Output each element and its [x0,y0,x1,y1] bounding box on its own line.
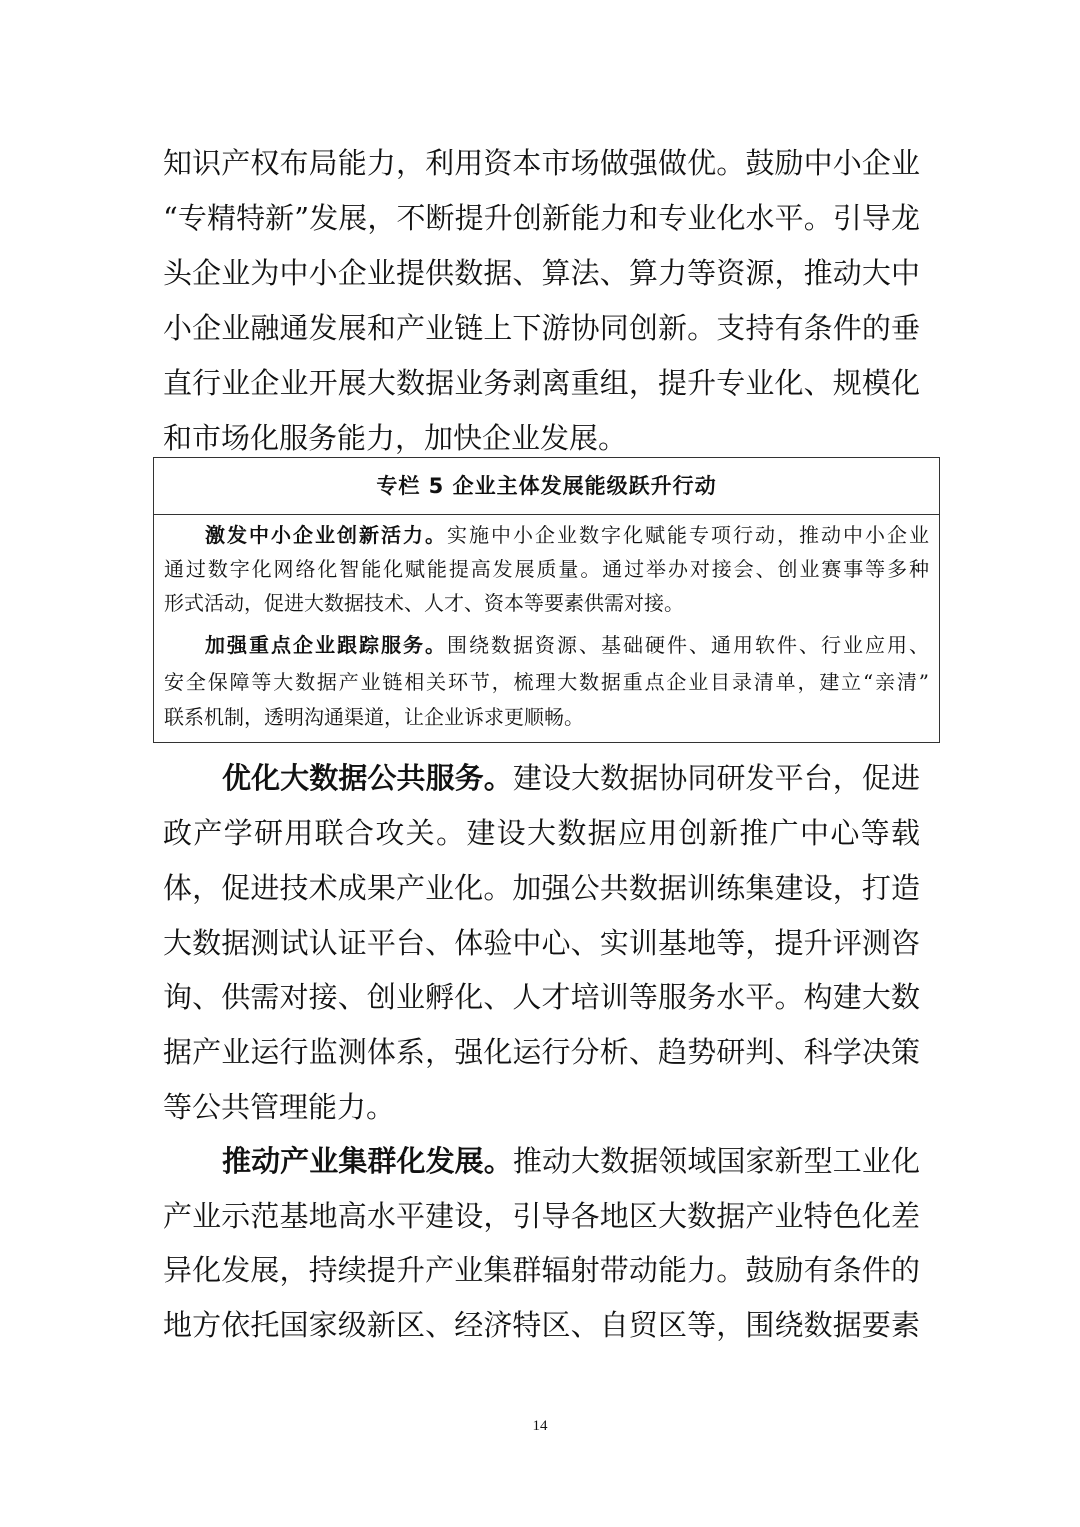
para1-line-3: 头企业为中小企业提供数据、算法、算力等资源，推动大中 [163,256,920,290]
box-item2-line-3: 联系机制，透明沟通渠道，让企业诉求更顺畅。 [164,705,584,729]
para1-line-2: “专精特新”发展，不断提升创新能力和专业化水平。引导龙 [163,201,920,235]
para2-line-3: 体，促进技术成果产业化。加强公共数据训练集建设，打造 [163,871,920,905]
para2-line-1-rest: 建设大数据协同研发平台，促进 [512,761,920,795]
column-box-title: 专栏 5 企业主体发展能级跃升行动 [154,458,939,515]
para1-line-1: 知识产权布局能力，利用资本市场做强做优。鼓励中小企业 [163,146,920,180]
box-item1-heading: 激发中小企业创新活力。 [205,523,447,547]
para2-line-2: 政产学研用联合攻关。建设大数据应用创新推广中心等载 [163,816,920,850]
para1-line-6: 和市场化服务能力，加快企业发展。 [163,421,628,455]
para3-heading: 推动产业集群化发展。 [222,1144,513,1178]
para2-line-5: 询、供需对接、创业孵化、人才培训等服务水平。构建大数 [163,980,920,1014]
para1-line-5: 直行业企业开展大数据业务剥离重组，提升专业化、规模化 [163,366,920,400]
para3-line-2: 产业示范基地高水平建设，引导各地区大数据产业特色化差 [163,1199,920,1233]
box-item1-line-3: 形式活动，促进大数据技术、人才、资本等要素供需对接。 [164,591,684,615]
para2-line-7: 等公共管理能力。 [163,1090,396,1124]
para3-line-3: 异化发展，持续提升产业集群辐射带动能力。鼓励有条件的 [163,1253,920,1287]
para2-line-6: 据产业运行监测体系，强化运行分析、趋势研判、科学决策 [163,1035,920,1069]
column-box [153,457,940,743]
para2-heading: 优化大数据公共服务。 [222,761,513,795]
para1-line-4: 小企业融通发展和产业链上下游协同创新。支持有条件的垂 [163,311,920,345]
box-item1-line-1-rest: 实施中小企业数字化赋能专项行动，推动中小企业 [447,523,929,547]
box-item2-heading: 加强重点企业跟踪服务。 [205,633,447,657]
para3-line-1-rest: 推动大数据领域国家新型工业化 [512,1144,920,1178]
para2-line-1 [222,758,920,798]
para2-line-4: 大数据测试认证平台、体验中心、实训基地等，提升评测咨 [163,926,920,960]
box-item2-line-1 [205,630,929,660]
box-item2-line-2: 安全保障等大数据产业链相关环节，梳理大数据重点企业目录清单，建立“亲清” [164,670,929,694]
box-item1-line-1 [205,520,929,550]
box-item2-line-1-rest: 围绕数据资源、基础硬件、通用软件、行业应用、 [447,633,929,657]
box-item1-line-2: 通过数字化网络化智能化赋能提高发展质量。通过举办对接会、创业赛事等多种 [164,557,929,581]
page-number: 14 [532,1418,548,1434]
para3-line-1 [222,1141,920,1181]
para3-line-4: 地方依托国家级新区、经济特区、自贸区等，围绕数据要素 [163,1308,920,1342]
